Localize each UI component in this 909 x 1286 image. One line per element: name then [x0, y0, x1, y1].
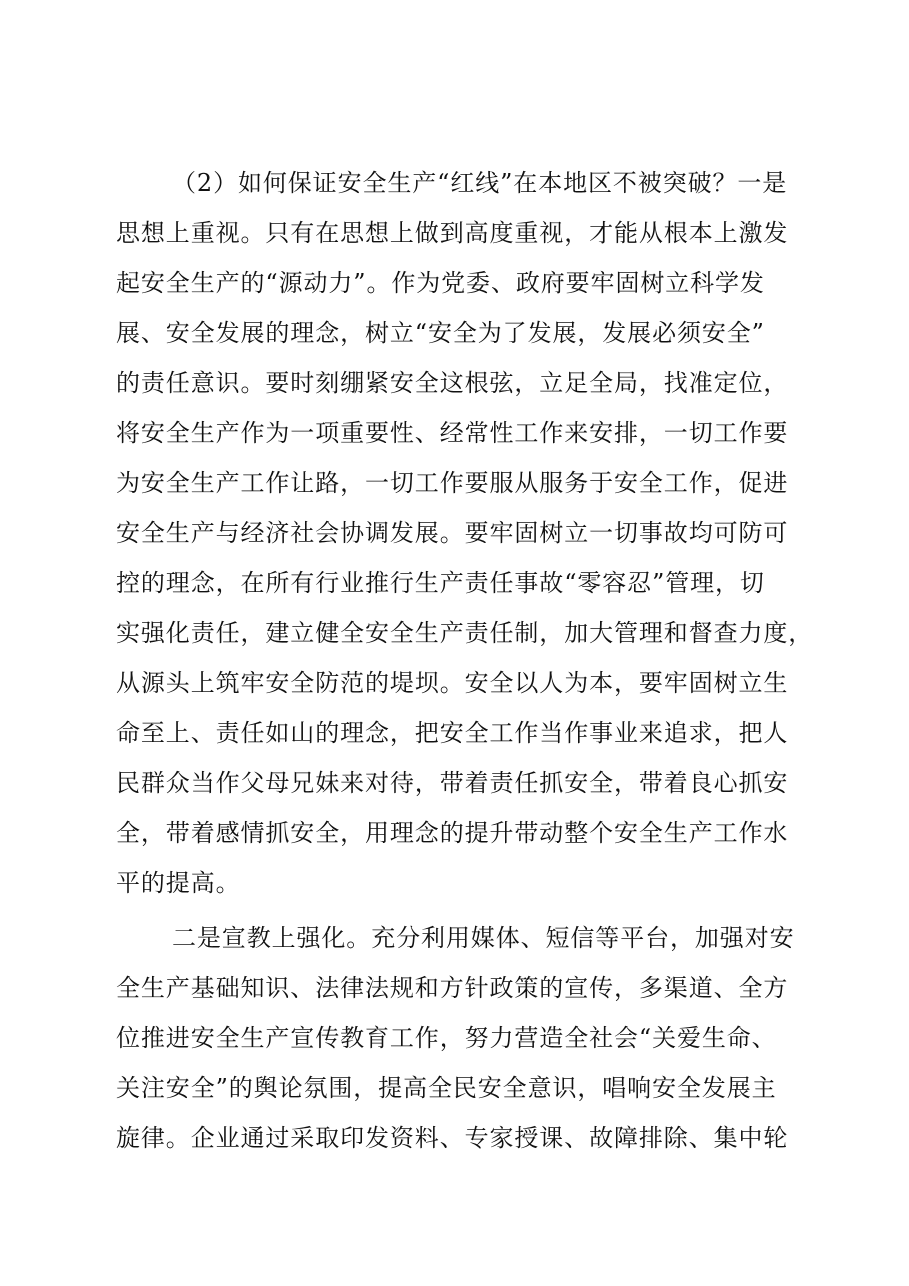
text-line: 将安全生产作为一项重要性、经常性工作来安排，一切工作要 — [116, 419, 789, 447]
text-line: 控的理念，在所有行业推行生产责任事故“零容忍”管理，切 — [116, 569, 765, 597]
text-line: 命至上、责任如山的理念，把安全工作当作事业来追求，把人 — [116, 719, 789, 747]
text-line: 全生产基础知识、法律法规和方针政策的宣传，多渠道、全方 — [116, 974, 789, 1002]
text-line: 平的提高。 — [116, 869, 241, 897]
text-line: 全，带着感情抓安全，用理念的提升带动整个安全生产工作水 — [116, 819, 789, 847]
text-line: 安全生产与经济社会协调发展。要牢固树立一切事故均可防可 — [116, 519, 789, 547]
text-line: 思想上重视。只有在思想上做到高度重视，才能从根本上激发 — [116, 219, 789, 247]
text-line: 位推进安全生产宣传教育工作，努力营造全社会“关爱生命、 — [116, 1024, 777, 1052]
text-line: 实强化责任，建立健全安全生产责任制，加大管理和督查力度， — [116, 619, 814, 647]
text-line: 二是宣教上强化。充分利用媒体、短信等平台，加强对安 — [172, 924, 795, 952]
text-line: 关注安全”的舆论氛围，提高全民安全意识，唱响安全发展主 — [116, 1074, 777, 1102]
text-line: （2）如何保证安全生产“红线”在本地区不被突破？一是 — [172, 169, 788, 197]
text-line: 起安全生产的“源动力”。作为党委、政府要牢固树立科学发 — [116, 269, 765, 297]
text-line: 展、安全发展的理念，树立“安全为了发展，发展必须安全” — [116, 319, 765, 347]
text-line: 旋律。企业通过采取印发资料、专家授课、故障排除、集中轮 — [116, 1124, 789, 1152]
text-line: 民群众当作父母兄妹来对待，带着责任抓安全，带着良心抓安 — [116, 769, 789, 797]
text-line: 的责任意识。要时刻绷紧安全这根弦，立足全局，找准定位， — [116, 369, 789, 397]
text-line: 为安全生产工作让路，一切工作要服从服务于安全工作，促进 — [116, 469, 789, 497]
text-line: 从源头上筑牢安全防范的堤坝。安全以人为本，要牢固树立生 — [116, 669, 789, 697]
